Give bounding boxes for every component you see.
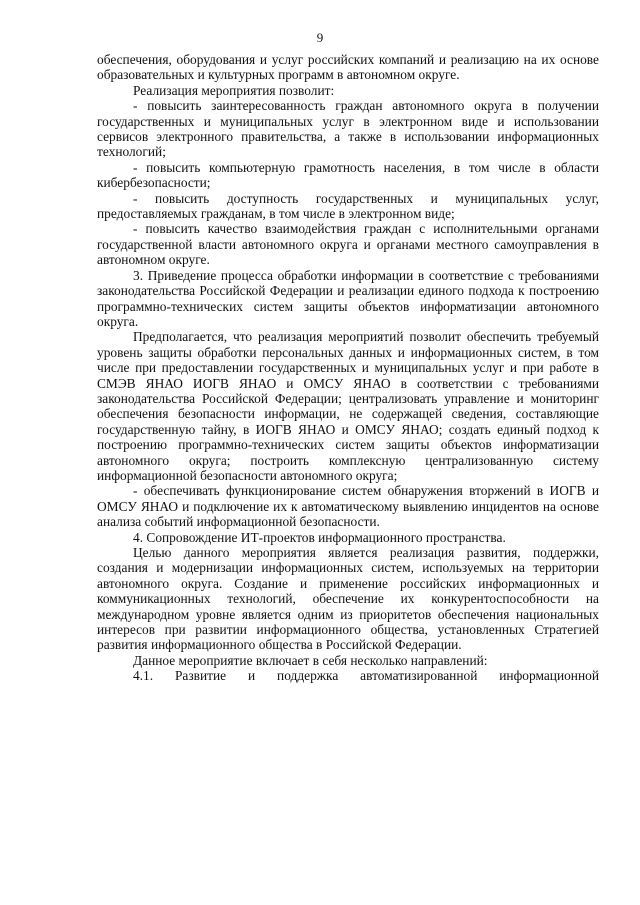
document-body: [97, 52, 599, 684]
paragraph: - повысить компьютерную грамотность населения, в том числе в области кибербезопасности;: [97, 159, 599, 191]
paragraph: - повысить заинтересованность граждан автономного округа в получении государственных и муниципальных услуг в электронном виде и использовании сервисов электронного правительства, а также в использовании информационных технологий;: [97, 98, 599, 160]
paragraph: 4.1. Развитие и поддержка автоматизированной информационной: [133, 668, 599, 684]
paragraph: Реализация мероприятия позволит:: [133, 82, 335, 98]
paragraph: Целью данного мероприятия является реализация развития, поддержки, создания и модернизации информационных систем, используемых на территории автономного округа. Создание и применение российских информационных и коммуникационных технологий, обеспечение их конкурентоспособности на международном уровне является одним из приоритетов обеспечения национальных интересов при развитии информационного общества, установленных Стратегией развития информационного общества в Российской Федерации.: [97, 545, 599, 653]
paragraph: 3. Приведение процесса обработки информации в соответствие с требованиями законодательства Российской Федерации и реализации единого подхода к построению программно-технических систем защиты объектов информатизации автономного округа.: [97, 267, 599, 329]
paragraph: Данное мероприятие включает в себя несколько направлений:: [133, 652, 488, 668]
paragraph: - повысить доступность государственных и муниципальных услуг, предоставляемых гражданам, в том числе в электронном виде;: [97, 190, 599, 222]
paragraph: - повысить качество взаимодействия граждан с исполнительными органами государственной власти автономного округа и органами местного самоуправления в автономном округе.: [97, 221, 599, 268]
paragraph: 4. Сопровождение ИТ-проектов информационного пространства.: [133, 529, 506, 545]
page-number: 9: [316, 30, 324, 45]
paragraph: обеспечения, оборудования и услуг российских компаний и реализацию на их основе образовательных и культурных программ в автономном округе.: [97, 52, 599, 83]
paragraph: - обеспечивать функционирование систем обнаружения вторжений в ИОГВ и ОМСУ ЯНАО и подключение их к автоматическому выявлению инцидентов на основе анализа событий информационной безопасности.: [97, 483, 599, 530]
paragraph: Предполагается, что реализация мероприятий позволит обеспечить требуемый уровень защиты обработки персональных данных и информационных систем, в том числе при предоставлении государственных и муниципальных услуг и при работе в СМЭВ ЯНАО ИОГВ ЯНАО и ОМСУ ЯНАО в соответствии с требованиями законодательства Российской Федерации; централизовать управление и мониторинг обеспечения безопасности информации, не содержащей сведения, составляющие государственную тайну, в ИОГВ ЯНАО и ОМСУ ЯНАО; создать единый подход к построению программно-технических систем защиты объектов информатизации автономного округа; построить комплексную централизованную систему информационной безопасности автономного округа;: [97, 329, 599, 483]
